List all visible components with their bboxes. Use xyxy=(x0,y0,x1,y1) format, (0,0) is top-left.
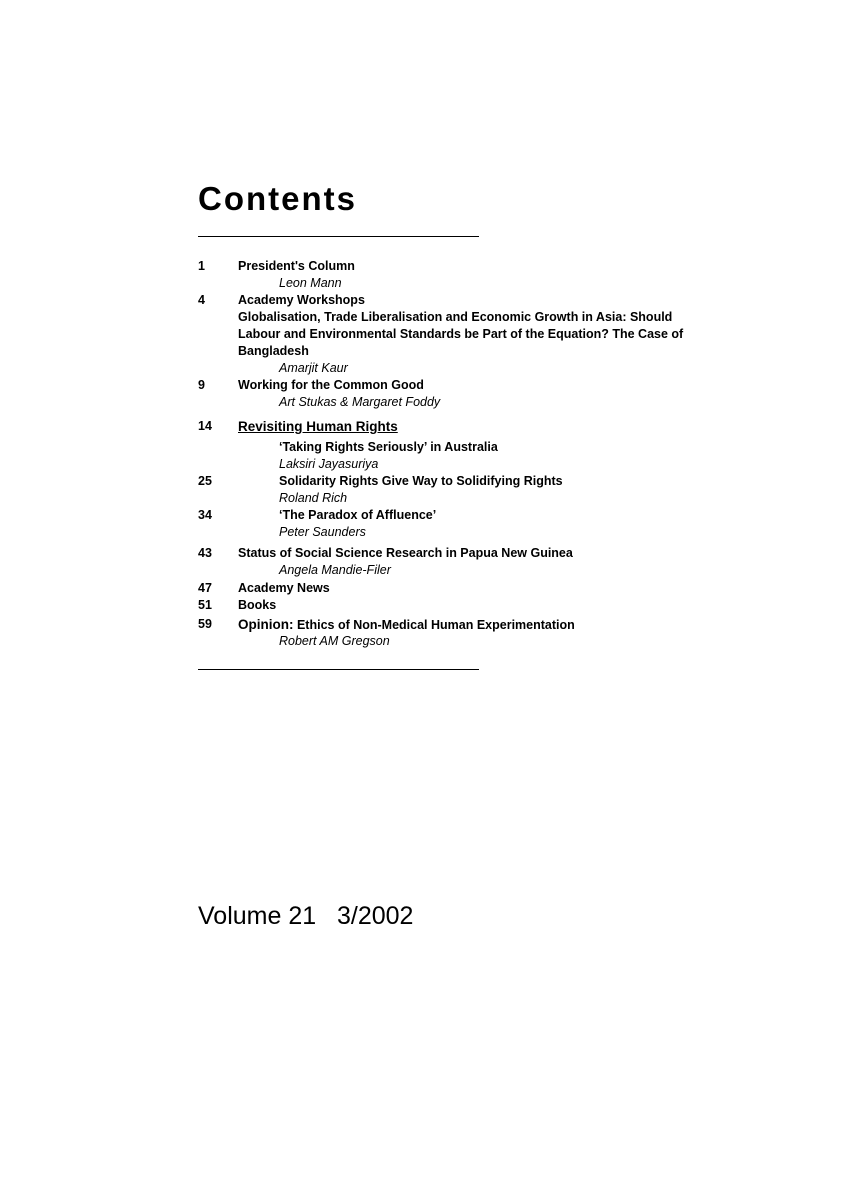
toc-author: Peter Saunders xyxy=(279,525,366,539)
toc-title-rest: Ethics of Non-Medical Human Experimentation xyxy=(293,618,575,632)
toc-title: Academy Workshops xyxy=(238,293,365,307)
toc-author: Robert AM Gregson xyxy=(279,634,390,648)
toc-author: Laksiri Jayasuriya xyxy=(279,457,379,471)
toc-author: Angela Mandie-Filer xyxy=(279,563,391,577)
toc-title: Books xyxy=(238,598,277,612)
toc-title: Working for the Common Good xyxy=(238,378,424,392)
toc-title: Academy News xyxy=(238,581,330,595)
toc-page-number: 25 xyxy=(198,474,212,488)
toc-author: Leon Mann xyxy=(279,276,342,290)
toc-page-number: 14 xyxy=(198,419,212,433)
toc-page-number: 43 xyxy=(198,546,212,560)
toc-title: Status of Social Science Research in Papua New Guinea xyxy=(238,546,573,560)
toc-author: Amarjit Kaur xyxy=(279,361,348,375)
toc-title: President's Column xyxy=(238,259,355,273)
toc-page-number: 9 xyxy=(198,378,205,392)
toc-page-number: 51 xyxy=(198,598,212,612)
toc-page-number: 47 xyxy=(198,581,212,595)
toc-author: Art Stukas & Margaret Foddy xyxy=(279,395,441,409)
toc-title xyxy=(238,616,738,634)
toc-page-number: 59 xyxy=(198,617,212,631)
toc-title-lead: Opinion: xyxy=(238,617,294,632)
toc-section-title: Revisiting Human Rights xyxy=(238,419,398,434)
toc-title: Solidarity Rights Give Way to Solidifying Rights xyxy=(279,474,563,488)
page-title: Contents xyxy=(198,180,357,217)
toc-page-number: 1 xyxy=(198,259,205,273)
toc-title: ‘The Paradox of Affluence’ xyxy=(279,508,437,522)
toc-page-number: 4 xyxy=(198,293,205,307)
toc-page-number: 34 xyxy=(198,508,212,522)
bottom-divider xyxy=(198,669,479,670)
top-divider xyxy=(198,236,479,237)
toc-author: Roland Rich xyxy=(279,491,348,505)
toc-title: ‘Taking Rights Seriously’ in Australia xyxy=(279,440,498,454)
toc-title: Globalisation, Trade Liberalisation and Economic Growth in Asia: Should Labour and Environmental Standards be Part of the Equation? The Case of Bangladesh xyxy=(238,310,684,358)
volume-issue-label: Volume 21 3/2002 xyxy=(198,902,414,930)
